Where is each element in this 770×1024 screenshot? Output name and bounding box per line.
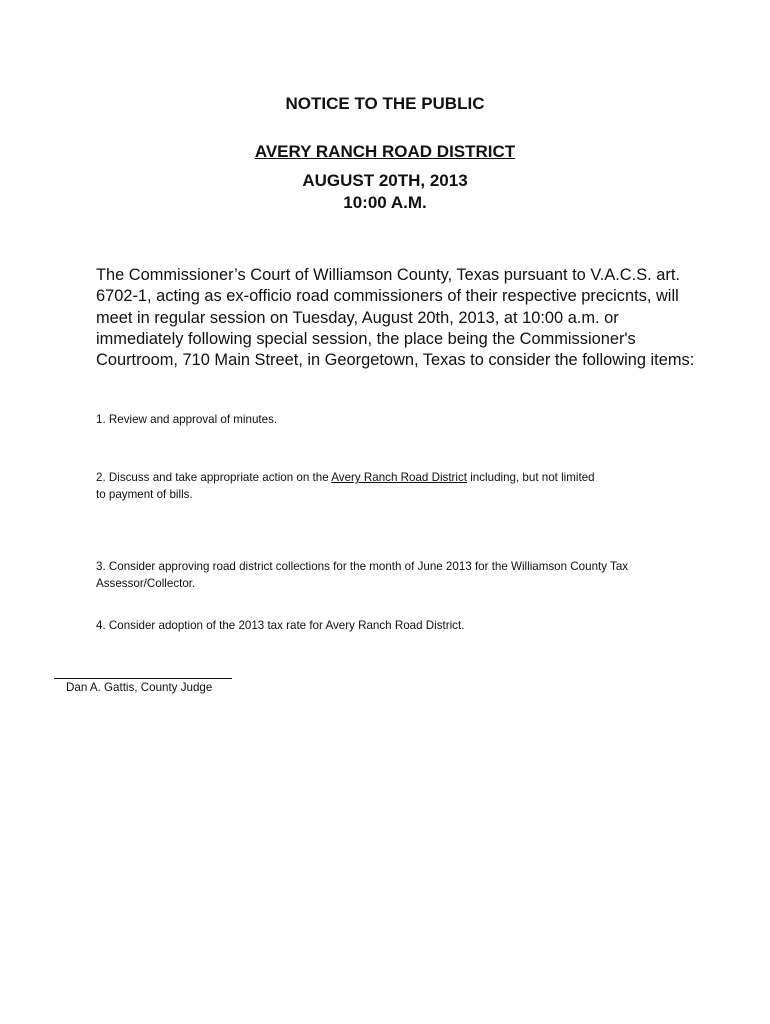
- intro-paragraph: [96, 265, 706, 371]
- agenda-item-line: 3. Consider approving road district collections for the month of June 2013 for the Williamson County Tax: [96, 560, 629, 573]
- district-link[interactable]: Avery Ranch Road District: [331, 471, 467, 484]
- intro-line: The Commissioner’s Court of Williamson County, Texas pursuant to V.A.C.S. art.: [96, 266, 680, 284]
- agenda-item-text: including, but not limited: [467, 471, 595, 484]
- intro-line: Courtroom, 710 Main Street, in Georgetown, Texas to consider the following items:: [96, 351, 695, 370]
- signature-line: [54, 678, 232, 679]
- agenda-item-3: [96, 559, 706, 592]
- agenda-item-1: [96, 412, 706, 429]
- agenda-item-2: [96, 470, 706, 503]
- district-name: AVERY RANCH ROAD DISTRICT: [254, 142, 516, 161]
- agenda-item-4: [96, 618, 706, 635]
- agenda-item-text: 4. Consider adoption of the 2013 tax rate for Avery Ranch Road District.: [96, 619, 465, 632]
- agenda-item-line: [96, 470, 706, 487]
- agenda-item-text: 2. Discuss and take appropriate action on the: [96, 471, 332, 484]
- signatory-name: Dan A. Gattis, County Judge: [66, 681, 213, 694]
- agenda-item-text: 1. Review and approval of minutes.: [96, 413, 278, 426]
- agenda-item-line: to payment of bills.: [96, 487, 193, 501]
- intro-line: immediately following special session, the place being the Commissioner's: [96, 329, 636, 348]
- agenda-item-line: Assessor/Collector.: [96, 576, 196, 590]
- notice-title: NOTICE TO THE PUBLIC: [285, 94, 485, 113]
- meeting-time: 10:00 A.M.: [343, 193, 427, 212]
- meeting-date: AUGUST 20TH, 2013: [302, 171, 468, 190]
- intro-line: meet in regular session on Tuesday, August 20th, 2013, at 10:00 a.m. or: [96, 308, 619, 327]
- intro-line: 6702-1, acting as ex-officio road commissioners of their respective precicnts, will: [96, 287, 679, 306]
